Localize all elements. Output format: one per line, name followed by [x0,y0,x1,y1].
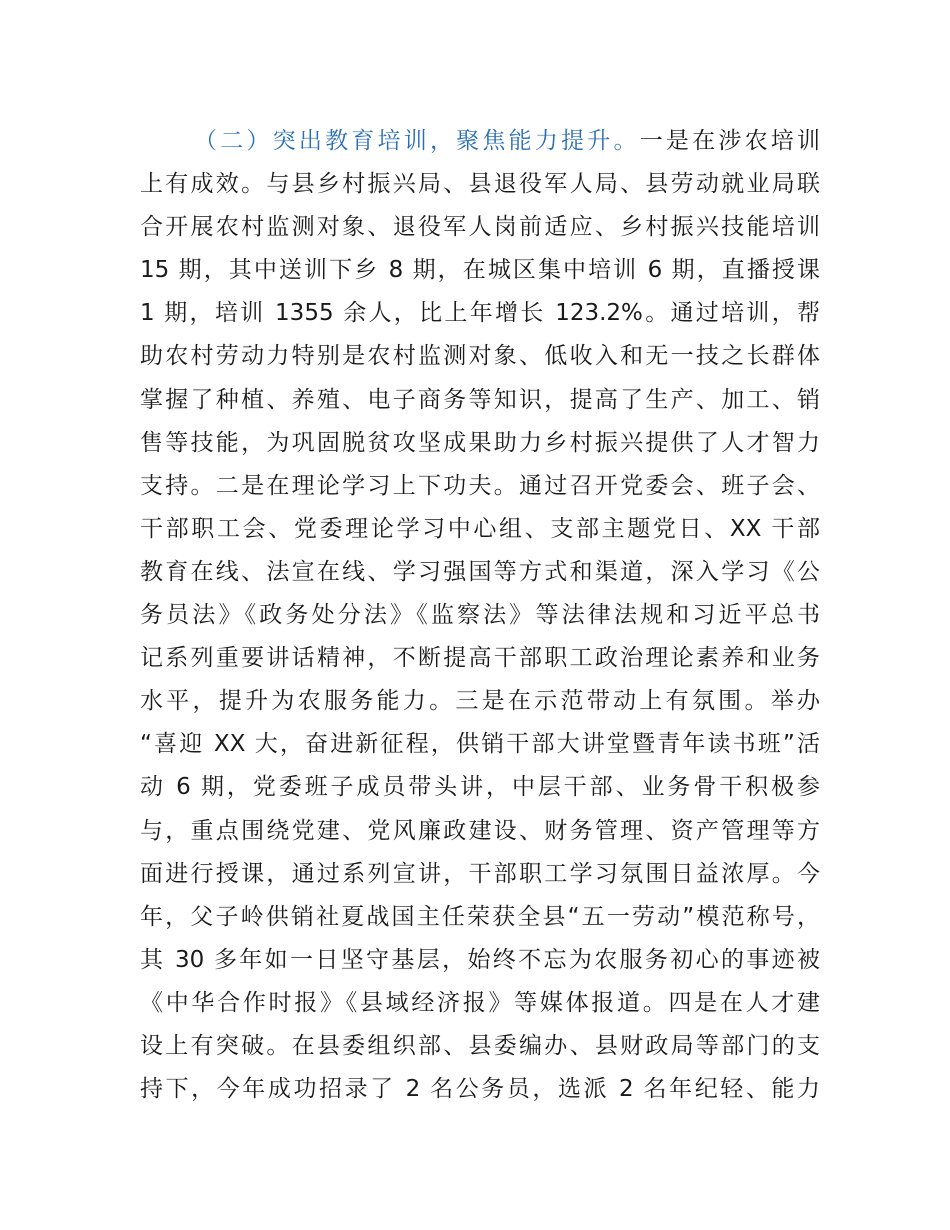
paragraph-first-line [140,120,820,163]
text-line: 与，重点围绕党建、党风廉政建设、财务管理、资产管理等方 [140,817,820,844]
section-heading: （二）突出教育培训，聚焦能力提升。 [194,128,640,154]
text-line: 记系列重要讲话精神，不断提高干部职工政治理论素养和业务 [140,645,820,672]
text-line: 干部职工会、党委理论学习中心组、支部主题党日、XX 干部 [140,515,820,542]
text-line: 上有成效。与县乡村振兴局、县退役军人局、县劳动就业局联 [140,171,820,198]
text-line: 合开展农村监测对象、退役军人岗前适应、乡村振兴技能培训 [140,214,820,241]
text-line: 务员法》《政务处分法》《监察法》等法律法规和习近平总书 [140,602,820,629]
text-line: 售等技能，为巩固脱贫攻坚成果助力乡村振兴提供了人才智力 [140,429,820,456]
text-line: 其 30 多年如一日坚守基层，始终不忘为农服务初心的事迹被 [140,946,820,973]
text-line: 设上有突破。在县委组织部、县委编办、县财政局等部门的支 [140,1032,820,1059]
text-line: 1 期，培训 1355 余人，比上年增长 123.2%。通过培训，帮 [140,300,820,327]
text-line: “喜迎 XX 大，奋进新征程，供销干部大讲堂暨青年读书班”活 [140,731,820,758]
text-line: 动 6 期，党委班子成员带头讲，中层干部、业务骨干积极参 [140,774,820,801]
text-line: 掌握了种植、养殖、电子商务等知识，提高了生产、加工、销 [140,386,820,413]
text-line: 《中华合作时报》《县域经济报》等媒体报道。四是在人才建 [140,989,820,1016]
text-line: 水平，提升为农服务能力。三是在示范带动上有氛围。举办 [140,688,820,715]
text-line: 年，父子岭供销社夏战国主任荣获全县“五一劳动”模范称号， [140,903,820,930]
text-line: 助农村劳动力特别是农村监测对象、低收入和无一技之长群体 [140,343,820,370]
text-line: 教育在线、法宣在线、学习强国等方式和渠道，深入学习《公 [140,558,820,585]
body-paragraph [140,120,820,1111]
text-line: 支持。二是在理论学习上下功夫。通过召开党委会、班子会、 [140,472,820,499]
first-line-text: 一是在涉农培训 [639,128,821,154]
text-line: 15 期，其中送训下乡 8 期，在城区集中培训 6 期，直播授课 [140,257,820,284]
text-line: 持下，今年成功招录了 2 名公务员，选派 2 名年纪轻、能力 [140,1076,820,1103]
text-line: 面进行授课，通过系列宣讲，干部职工学习氛围日益浓厚。今 [140,860,820,887]
